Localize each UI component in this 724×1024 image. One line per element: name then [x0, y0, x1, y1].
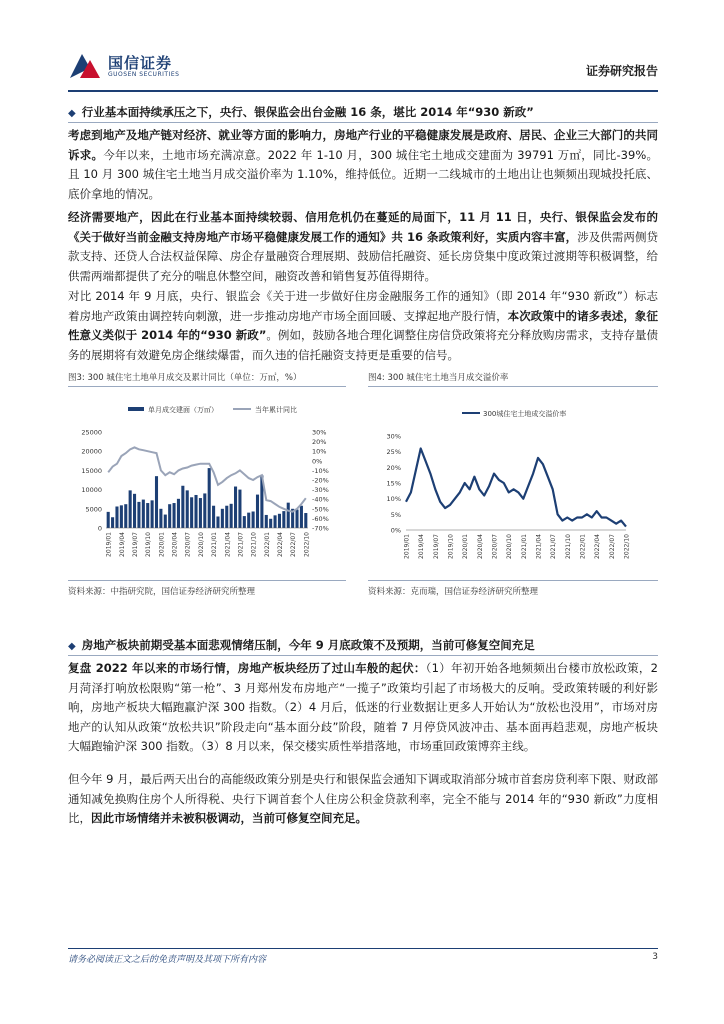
section1-paragraph-1: [68, 126, 658, 204]
x-tick-label: 2020/07: [184, 532, 192, 557]
legend-label-premium: 300城住宅土地成交溢价率: [483, 410, 567, 418]
section1-p2-text: 涉及供需两侧贷款支持、还贷人合法权益保障、房企存量融资合理展期、鼓励信托融资、延长房贷集中度政策过渡期等积极调整，给供需两端都提供了充分的喘息休整空间，融资改善和销售复苏值得期待。: [68, 229, 659, 283]
y-left-tick-label: 15000: [81, 466, 102, 475]
fig4-chart: [368, 390, 658, 576]
fig4-bottom-rule: [368, 580, 658, 581]
x-tick-label: 2021/04: [535, 534, 543, 559]
logo-cn: 国信证券: [108, 54, 173, 72]
bar-2021/04: [225, 506, 228, 528]
y-left-tick-label: 5000: [85, 505, 102, 514]
section2-p1-text: （1）年初开始各地频频出台楼市放松政策，2 月菏泽打响放松限购“第一枪”、3 月郑州发布房地产“一揽子”政策均引起了市场极大的反响。受政策转暖的利好影响，房地产板块大幅跑赢沪深 300 指数。（2）4 月后，低迷的行业数据让更多人开始认为“放松也没用”，市场对房地产的认知从政策“放松共识”阶段走向“基本面分歧”阶段，随着 7 月停贷风波冲击、基本面再趋悲观，房地产板块大幅跑输沪深 300 指数。（3）8 月以来，保交楼实质性举措落地，市场重回政策博弈主线。: [68, 661, 658, 753]
x-tick-label: 2020/04: [171, 532, 179, 557]
bar-2022/02: [269, 519, 272, 528]
section2-paragraph-1: [68, 659, 658, 757]
bar-2019/03: [115, 506, 118, 528]
x-tick-label: 2020/10: [197, 532, 205, 557]
y-left-tick-label: 25000: [81, 428, 102, 437]
bar-2021/11: [256, 495, 259, 528]
fig3-chart: [68, 390, 346, 576]
y-tick-label: 0%: [390, 526, 401, 535]
bar-2019/01: [107, 512, 110, 528]
y-right-tick-label: -60%: [312, 514, 329, 523]
section2-heading-text: 房地产板块前期受基本面悲观情绪压制，今年 9 月底政策不及预期，当前可修复空间充足: [81, 638, 535, 652]
guosen-logo: [68, 46, 218, 86]
y-right-tick-label: -70%: [312, 524, 329, 533]
bar-2020/02: [164, 515, 167, 528]
bar-2021/10: [252, 511, 255, 528]
section2-paragraph-2: [68, 770, 658, 829]
y-right-tick-label: 0%: [312, 457, 323, 466]
section1-heading: [68, 104, 658, 120]
legend-label-bars: 单月成交建面（万㎡）: [148, 406, 218, 414]
x-tick-label: 2022/04: [594, 534, 602, 559]
bar-2020/01: [159, 509, 162, 528]
y-right-tick-label: -20%: [312, 476, 329, 485]
y-right-tick-label: -10%: [312, 466, 329, 475]
bar-2021/03: [221, 509, 224, 528]
x-tick-label: 2022/01: [579, 534, 587, 559]
y-tick-label: 30%: [386, 432, 401, 441]
bar-2022/01: [265, 515, 268, 528]
section2-p1-bold: 复盘 2022 年以来的市场行情，房地产板块经历了过山车般的起伏：: [68, 661, 426, 675]
section1-p2-bold: 经济需要地产，因此在行业基本面持续较弱、信用危机仍在蔓延的局面下，11 月 11 日，央行、银保监会发布的《关于做好当前金融支持房地产市场平稳健康发展工作的通知》共 16 条政策利好，实质内容丰富，: [68, 210, 658, 244]
bar-2020/03: [168, 504, 171, 528]
bar-2019/06: [129, 490, 132, 528]
x-tick-label: 2021/10: [564, 534, 572, 559]
bar-2019/10: [146, 503, 149, 528]
y-left-tick-label: 10000: [81, 486, 102, 495]
bar-2020/05: [177, 499, 180, 528]
footer-divider: [68, 948, 658, 949]
y-tick-label: 15%: [386, 479, 401, 488]
x-tick-label: 2021/10: [250, 532, 258, 557]
section1-p1-text: 今年以来，土地市场充满凉意。2022 年 1-10 月，300 城住宅土地成交建面为 39791 万㎡，同比-39%。且 10 月 300 城住宅土地当月成交溢价率为 1.10%，维持低位。近期一二线城市的土地出让也频频出现城投托底、底价拿地的情况。: [68, 147, 658, 201]
section2-p2-text: 但今年 9 月，最后两天出台的高能级政策分别是央行和银保监会通知下调或取消部分城市首套房贷利率下限、财政部通知减免换购住房个人所得税、央行下调首套个人住房公积金贷款利率，完全不能与 2014 年的“930 新政”力度相比，: [68, 772, 658, 825]
bar-2020/07: [186, 490, 189, 528]
bar-2021/05: [230, 504, 233, 528]
bar-2022/04: [278, 514, 281, 528]
fig3-bottom-rule: [68, 580, 346, 581]
y-right-tick-label: -40%: [312, 495, 329, 504]
bar-2020/11: [203, 493, 206, 528]
fig3-source: 资料来源：中指研究院，国信证券经济研究所整理: [68, 587, 256, 597]
y-right-tick-label: 30%: [312, 428, 327, 437]
bar-2020/04: [173, 503, 176, 528]
bar-2022/06: [287, 503, 290, 528]
y-right-tick-label: 20%: [312, 438, 327, 447]
bar-2022/08: [295, 510, 298, 528]
x-tick-label: 2022/01: [263, 532, 271, 557]
x-tick-label: 2020/04: [476, 534, 484, 559]
x-tick-label: 2019/04: [418, 534, 426, 559]
fig3-top-rule: [68, 386, 346, 387]
x-tick-label: 2020/07: [491, 534, 499, 559]
x-tick-label: 2021/01: [211, 532, 219, 557]
x-tick-label: 2022/10: [623, 534, 631, 559]
fig4-title: 图4: 300 城住宅土地当月成交溢价率: [368, 373, 509, 383]
x-tick-label: 2022/07: [608, 534, 616, 559]
logo-en: GUOSEN SECURITIES: [108, 71, 180, 78]
bar-2022/10: [304, 513, 307, 528]
legend-swatch-bars: [128, 407, 144, 411]
bar-2020/09: [194, 495, 197, 528]
x-tick-label: 2019/04: [118, 532, 126, 557]
bar-2019/05: [124, 504, 127, 528]
page-header: [68, 44, 658, 94]
section1-heading-text: 行业基本面持续承压之下，央行、银保监会出台金融 16 条，堪比 2014 年“930 新政”: [81, 105, 534, 119]
section1-p3-bold: 本次政策中的诸多表述，象征性意义类似于 2014 年的“930 新政”: [68, 308, 658, 342]
section2-heading: [68, 637, 658, 653]
bar-2019/11: [151, 500, 154, 528]
x-tick-label: 2019/01: [403, 534, 411, 559]
section1-paragraph-2: [68, 208, 658, 286]
bar-2020/08: [190, 497, 193, 528]
x-tick-label: 2020/10: [506, 534, 514, 559]
y-tick-label: 10%: [386, 495, 401, 504]
bar-2021/09: [247, 513, 250, 528]
diamond-bullet-icon: ◆: [68, 108, 76, 119]
x-tick-label: 2020/01: [462, 534, 470, 559]
bar-2019/07: [133, 494, 136, 528]
bar-2020/10: [199, 498, 202, 528]
bar-2021/02: [216, 516, 219, 528]
y-tick-label: 20%: [386, 463, 401, 472]
fig3-title: 图3: 300 城住宅土地单月成交及累计同比（单位：万㎡，%）: [68, 373, 302, 383]
y-tick-label: 5%: [390, 510, 401, 519]
bar-2022/05: [282, 511, 285, 528]
section2-divider: [68, 655, 658, 656]
x-tick-label: 2021/01: [520, 534, 528, 559]
section1-p1-bold: 考虑到地产及地产链对经济、就业等方面的影响力，房地产行业的平稳健康发展是政府、居民、企业三大部门的共同诉求。: [68, 128, 658, 162]
bar-2019/12: [155, 476, 158, 528]
section2-p2-bold: 因此市场情绪并未被积极调动，当前可修复空间充足。: [91, 811, 367, 825]
x-tick-label: 2019/10: [145, 532, 153, 557]
section1-p3-text-a: 对比 2014 年 9 月底，央行、银监会《关于进一步做好住房金融服务工作的通知》（即 2014 年“930 新政”）标志着房地产政策由调控转向刺激，进一步推动房地产市场全面回暖、支撑起地产股行情，: [68, 289, 658, 323]
page-number: 3: [652, 952, 658, 962]
premium-rate-line: [406, 449, 626, 527]
y-tick-label: 25%: [386, 448, 401, 457]
y-right-tick-label: -50%: [312, 505, 329, 514]
bar-2019/04: [120, 505, 123, 528]
section1-divider: [68, 122, 658, 123]
legend-label-line: 当年累计同比: [255, 406, 297, 414]
fig4-source: 资料来源：克而瑞，国信证券经济研究所整理: [368, 587, 539, 597]
x-tick-label: 2019/01: [105, 532, 113, 557]
diamond-bullet-icon: ◆: [68, 641, 76, 652]
x-tick-label: 2022/07: [290, 532, 298, 557]
x-tick-label: 2021/04: [224, 532, 232, 557]
x-tick-label: 2019/07: [432, 534, 440, 559]
y-left-tick-label: 20000: [81, 447, 102, 456]
bar-2021/06: [234, 487, 237, 528]
section1-p3-text-c: 。例如，鼓励各地合理化调整住房信贷政策将充分释放购房需求，支持存量债务的展期将有效避免房企继续爆雷，而久违的信托融资支持更是重要的信号。: [68, 328, 659, 362]
x-tick-label: 2019/07: [132, 532, 140, 557]
x-tick-label: 2021/07: [550, 534, 558, 559]
footer-disclaimer: 请务必阅读正文之后的免责声明及其项下所有内容: [68, 955, 267, 965]
bar-2021/01: [212, 506, 215, 528]
bar-2020/12: [208, 468, 211, 528]
x-tick-label: 2022/10: [303, 532, 311, 557]
x-tick-label: 2022/04: [276, 532, 284, 557]
y-right-tick-label: -30%: [312, 486, 329, 495]
bar-2020/06: [181, 486, 184, 528]
bar-2021/07: [238, 490, 241, 528]
x-tick-label: 2021/07: [237, 532, 245, 557]
y-left-tick-label: 0: [97, 524, 102, 533]
x-tick-label: 2020/01: [158, 532, 166, 557]
bar-2019/02: [111, 517, 114, 528]
section1-paragraph-3: [68, 287, 658, 365]
bar-2022/03: [274, 515, 277, 528]
fig4-top-rule: [368, 386, 658, 387]
x-tick-label: 2019/10: [447, 534, 455, 559]
guosen-logo-icon: [68, 50, 102, 80]
header-divider: [68, 90, 658, 92]
bar-2019/08: [137, 502, 140, 528]
bar-2021/08: [243, 516, 246, 528]
bar-2019/09: [142, 500, 145, 528]
y-right-tick-label: 10%: [312, 447, 327, 456]
bar-2022/09: [300, 506, 303, 528]
report-type: 证券研究报告: [585, 64, 658, 78]
